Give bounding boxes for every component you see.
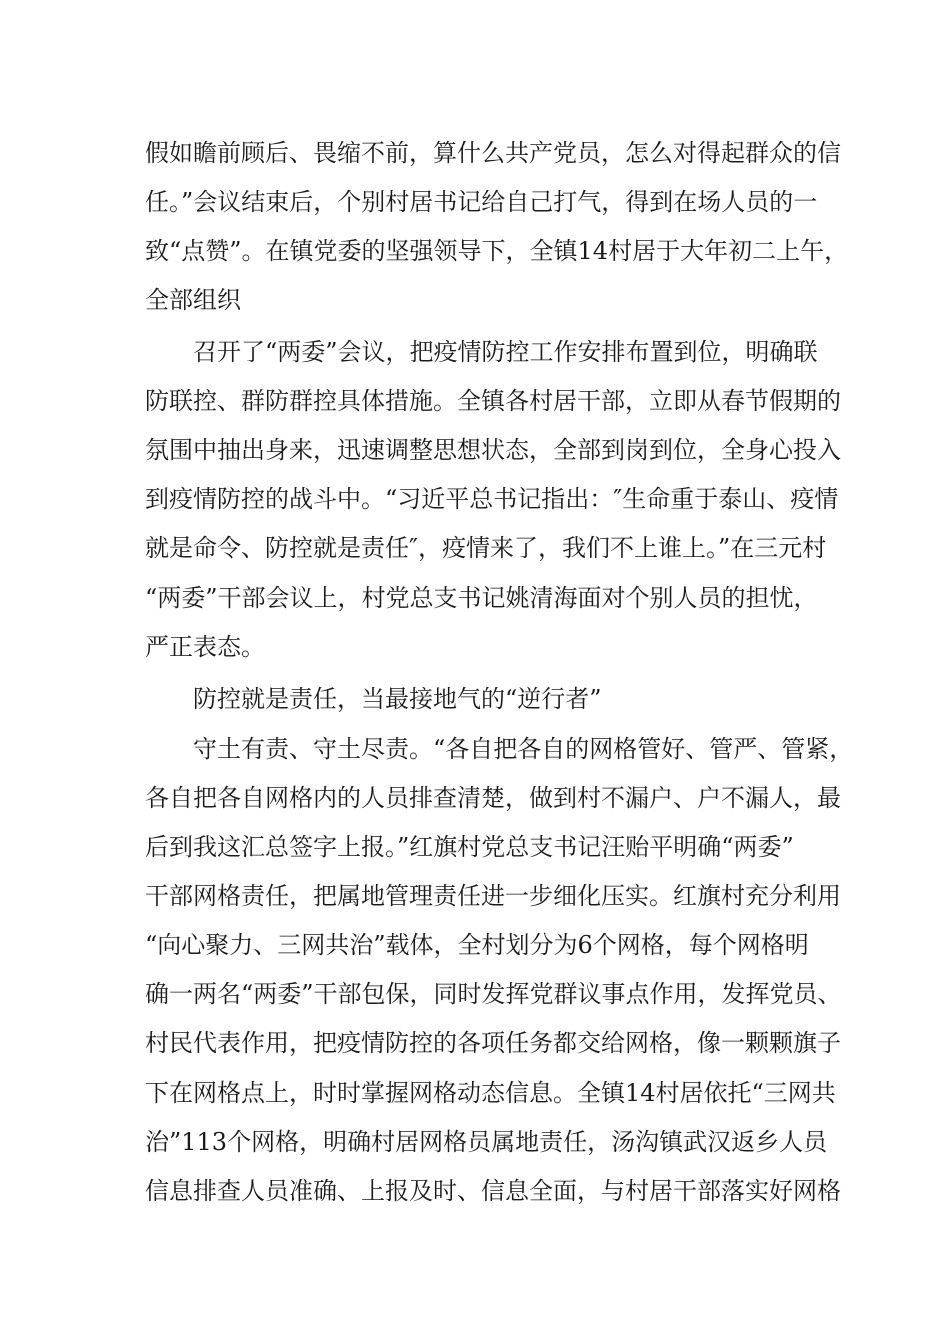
text-line: 后到我这汇总签字上报。”红旗村党总支书记汪贻平明确“两委” — [145, 833, 794, 861]
text-line: “两委”干部会议上，村党总支书记姚清海面对个别人员的担忧， — [145, 584, 818, 612]
text-line: “向心聚力、三网共治”载体，全村划分为6个网格，每个网格明 — [145, 931, 809, 959]
text-line: 到疫情防控的战斗中。“习近平总书记指出：″生命重于泰山、疫情 — [145, 485, 839, 513]
text-line: 致“点赞”。在镇党委的坚强领导下，全镇14村居于大年初二上午， — [145, 237, 849, 265]
text-line: 治”113个网格，明确村居网格员属地责任，汤沟镇武汉返乡人员 — [145, 1128, 828, 1156]
text-line: 假如瞻前顾后、畏缩不前，算什么共产党员，怎么对得起群众的信 — [145, 139, 841, 167]
text-line: 召开了“两委”会议，把疫情防控工作安排布置到位，明确联 — [193, 338, 818, 366]
text-line: 干部网格责任，把属地管理责任进一步细化压实。红旗村充分利用 — [145, 882, 841, 910]
text-line: 确一两名“两委”干部包保，同时发挥党群议事点作用，发挥党员、 — [145, 980, 842, 1008]
text-line: 信息排查人员准确、上报及时、信息全面，与村居干部落实好网格 — [145, 1177, 841, 1205]
text-line: 就是命令、防控就是责任″，疫情来了，我们不上谁上。”在三元村 — [145, 534, 827, 562]
section-heading: 防控就是责任，当最接地气的“逆行者” — [193, 685, 602, 713]
text-line: 氛围中抽出身来，迅速调整思想状态，全部到岗到位，全身心投入 — [145, 436, 841, 464]
text-line: 全部组织 — [145, 286, 241, 314]
text-line: 任。”会议结束后，个别村居书记给自己打气，得到在场人员的一 — [145, 188, 818, 216]
text-line: 下在网格点上，时时掌握网格动态信息。全镇14村居依托“三网共 — [145, 1079, 836, 1107]
text-line: 严正表态。 — [145, 633, 265, 661]
text-line: 各自把各自网格内的人员排查清楚，做到村不漏户、户不漏人，最 — [145, 784, 841, 812]
text-line: 守土有责、守土尽责。“各自把各自的网格管好、管严、管紧， — [193, 735, 854, 763]
text-line: 防联控、群防群控具体措施。全镇各村居干部，立即从春节假期的 — [145, 387, 841, 415]
text-line: 村民代表作用，把疫情防控的各项任务都交给网格，像一颗颗旗子 — [145, 1029, 841, 1057]
